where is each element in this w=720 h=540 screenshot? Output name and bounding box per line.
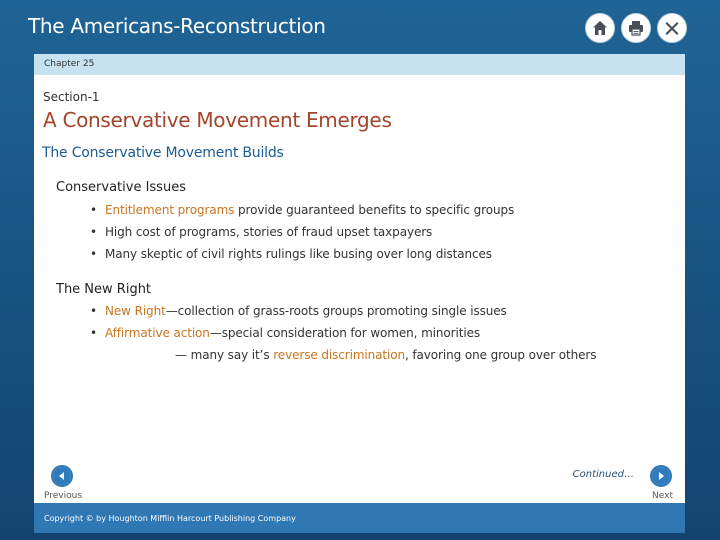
group-heading-new-right: The New Right: [56, 282, 152, 297]
close-button[interactable]: [657, 13, 687, 43]
next-label[interactable]: Next: [652, 491, 673, 501]
continuation-text: , favoring one group over others: [405, 348, 597, 362]
bullet-dot: •: [90, 203, 97, 217]
printer-icon: [627, 19, 645, 37]
chapter-label: Chapter 25: [44, 59, 95, 69]
key-term: New Right: [105, 304, 166, 318]
arrow-right-icon: [656, 471, 666, 481]
home-button[interactable]: [585, 13, 615, 43]
bullet-dot: •: [90, 304, 97, 318]
previous-button[interactable]: [51, 465, 73, 487]
section-label: Section-1: [43, 90, 100, 104]
list-item-text: —special consideration for women, minorities: [209, 326, 481, 340]
chapter-strip: [34, 54, 685, 75]
list-item: [90, 247, 492, 261]
bullet-dot: •: [90, 326, 97, 340]
key-term: reverse discrimination: [273, 348, 405, 362]
list-item: [90, 326, 480, 340]
arrow-left-icon: [57, 471, 67, 481]
key-term: Affirmative action: [105, 326, 210, 340]
app-title: The Americans-Reconstruction: [28, 14, 326, 38]
key-term: Entitlement programs: [105, 203, 235, 217]
list-item: [90, 304, 507, 318]
previous-label[interactable]: Previous: [44, 491, 83, 501]
slide-panel: [34, 54, 685, 533]
list-item-text: —collection of grass-roots groups promoting single issues: [165, 304, 507, 318]
list-item-continuation: [175, 348, 596, 362]
slide-subtitle: The Conservative Movement Builds: [42, 145, 284, 161]
bullet-dot: •: [90, 247, 97, 261]
continuation-text: — many say it’s: [175, 348, 274, 362]
slide-title: A Conservative Movement Emerges: [43, 108, 392, 132]
print-button[interactable]: [621, 13, 651, 43]
list-item-text: Many skeptic of civil rights rulings like busing over long distances: [105, 247, 492, 261]
close-icon: [663, 19, 681, 37]
next-button[interactable]: [650, 465, 672, 487]
group-heading-conservative-issues: Conservative Issues: [56, 180, 186, 195]
list-item: [90, 203, 514, 217]
list-item-text: provide guaranteed benefits to specific groups: [234, 203, 515, 217]
copyright-text: Copyright © by Houghton Mifflin Harcourt Publishing Company: [44, 514, 296, 523]
home-icon: [591, 19, 609, 37]
list-item: [90, 225, 432, 239]
footer-strip: [34, 503, 685, 533]
title-bar: [0, 0, 720, 52]
continued-label: Continued…: [572, 469, 634, 480]
list-item-text: High cost of programs, stories of fraud upset taxpayers: [105, 225, 433, 239]
bullet-dot: •: [90, 225, 97, 239]
